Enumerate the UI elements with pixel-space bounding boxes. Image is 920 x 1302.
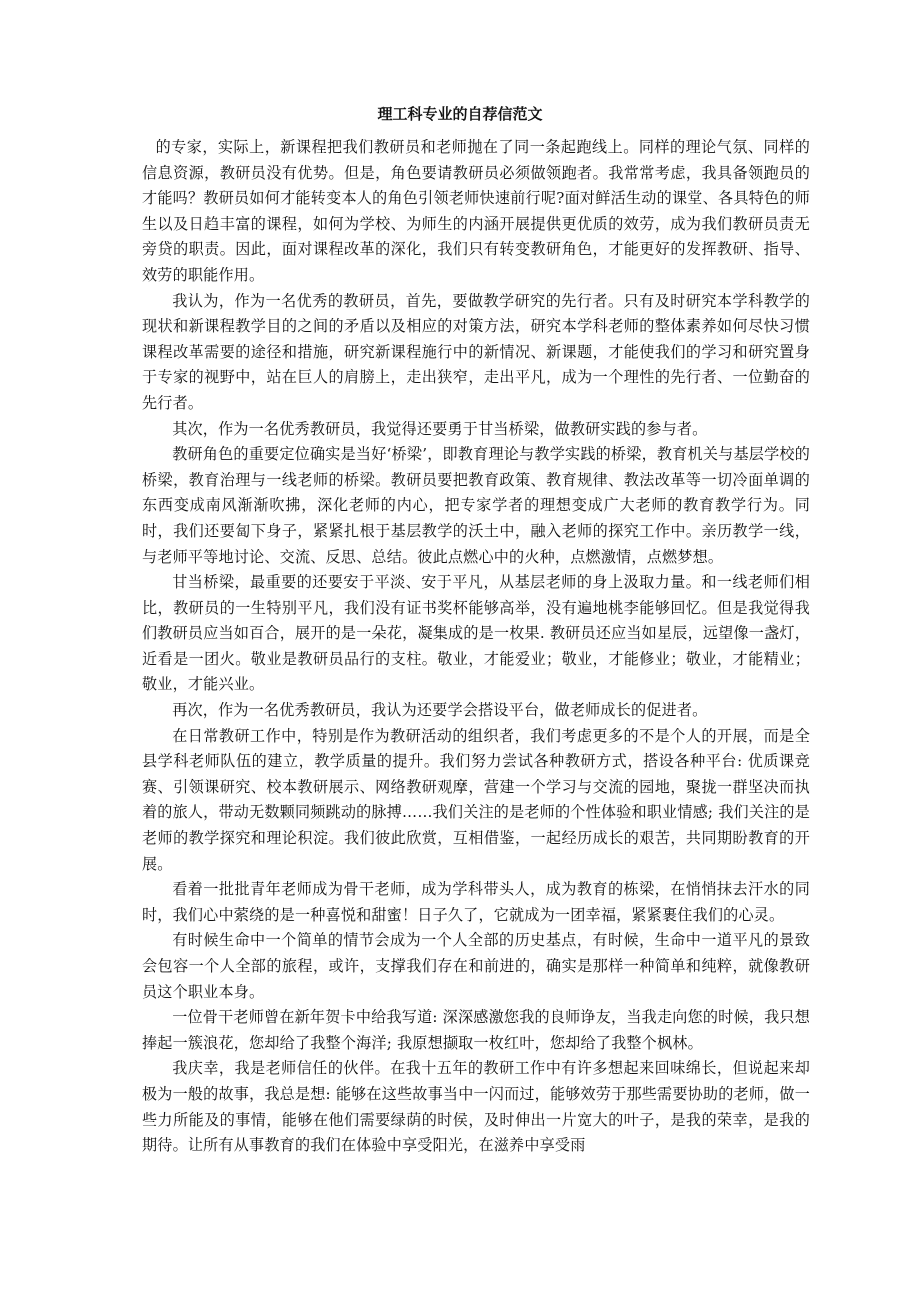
paragraph: 甘当桥梁，最重要的还要安于平淡、安于平凡，从基层老师的身上汲取力量。和一线老师们相比，教研员的一生特别平凡，我们没有证书奖杯能够高举，没有遍地桃李能够回忆。但是我觉得我们教研员应当如百合，展开的是一朵花，凝集成的是一枚果. 教研员还应当如星辰，远望像一盏灯，近看是一团火。敬业是教研员品行的支柱。敬业，才能爱业；敬业，才能修业；敬业，才能精业；敬业，才能兴业。 — [142, 573, 810, 694]
document-title: 理工科专业的自荐信范文 — [377, 105, 543, 123]
paragraph: 再次，作为一名优秀教研员，我认为还要学会搭设平台，做老师成长的促进者。 — [172, 701, 708, 720]
paragraph: 我庆幸，我是老师信任的伙伴。在我十五年的教研工作中有许多想起来回味绵长，但说起来却极为一般的故事，我总是想: 能够在这些故事当中一闪而过，能够效劳于那些需要协助的老师，做一些力所能及的事情，能够在他们需要绿荫的时侯，及时伸出一片宽大的叶子，是我的荣幸，是我的期待。让所有从事教育的我们在体验中享受阳光，在滋养中享受雨 — [142, 1059, 810, 1155]
paragraph: 一位骨干老师曾在新年贺卡中给我写道: 深深感激您我的良师诤友，当我走向您的时候，我只想捧起一簇浪花，您却给了我整个海洋; 我原想撷取一枚红叶，您却给了我整个枫林。 — [142, 1008, 810, 1052]
paragraph: 有时候生命中一个简单的情节会成为一个人全部的历史基点，有时候，生命中一道平凡的景致会包容一个人全部的旅程，或许，支撑我们存在和前进的，确实是那样一种简单和纯粹，就像教研员这个职业本身。 — [142, 931, 810, 1001]
paragraph: 在日常教研工作中，特别是作为教研活动的组织者，我们考虑更多的不是个人的开展，而是全县学科老师队伍的建立，教学质量的提升。我们努力尝试各种教研方式，搭设各种平台: 优质课竞赛、引领课研究、校本教研展示、网络教研观摩，营建一个学习与交流的园地，聚拢一群坚决而执着的旅人，带动无数颗同频跳动的脉搏……我们关注的是老师的个性体验和职业情感; 我们关注的是老师的教学探究和理论积淀。我们彼此欣赏，互相借鉴，一起经历成长的艰苦，共同期盼教育的开展。 — [142, 726, 810, 873]
paragraph: 我认为，作为一名优秀的教研员，首先，要做教学研究的先行者。只有及时研究本学科教学的现状和新课程教学目的之间的矛盾以及相应的对策方法，研究本学科老师的整体素养如何尽快习惯课程改革需要的途径和措施，研究新课程施行中的新情况、新课题，才能使我们的学习和研究置身于专家的视野中，站在巨人的肩膀上，走出狭窄，走出平凡，成为一个理性的先行者、一位勤奋的先行者。 — [142, 291, 810, 412]
paragraph: 看着一批批青年老师成为骨干老师，成为学科带头人，成为教育的栋梁，在悄悄抹去汗水的同时，我们心中萦绕的是一种喜悦和甜蜜！日子久了，它就成为一团幸福，紧紧裹住我们的心灵。 — [142, 880, 810, 924]
paragraph: 其次，作为一名优秀教研员，我觉得还要勇于甘当桥梁，做教研实践的参与者。 — [172, 419, 708, 438]
document-body — [142, 135, 810, 1159]
paragraph: 教研角色的重要定位确实是当好‘桥梁’，即教育理论与教学实践的桥梁，教育机关与基层学校的桥梁，教育治理与一线老师的桥梁。教研员要把教育政策、教育规律、教法改革等一切冷面单调的东西变成南风渐渐吹拂，深化老师的内心，把专家学者的理想变成广大老师的教育教学行为。同时，我们还要匐下身子，紧紧扎根于基层教学的沃土中，融入老师的探究工作中。亲历教学一线，与老师平等地讨论、交流、反思、总结。彼此点燃心中的火种，点燃激情，点燃梦想。 — [142, 445, 810, 566]
paragraph: 的专家，实际上，新课程把我们教研员和老师抛在了同一条起跑线上。同样的理论气氛、同样的信息资源，教研员没有优势。但是，角色要请教研员必须做领跑者。我常常考虑，我具备领跑员的才能吗？教研员如何才能转变本人的角色引领老师快速前行呢?面对鲜活生动的课堂、各具特色的师生以及日趋丰富的课程，如何为学校、为师生的内涵开展提供更优质的效劳，成为我们教研员责无旁贷的职责。因此，面对课程改革的深化，我们只有转变教研角色，才能更好的发挥教研、指导、效劳的职能作用。 — [142, 138, 810, 284]
